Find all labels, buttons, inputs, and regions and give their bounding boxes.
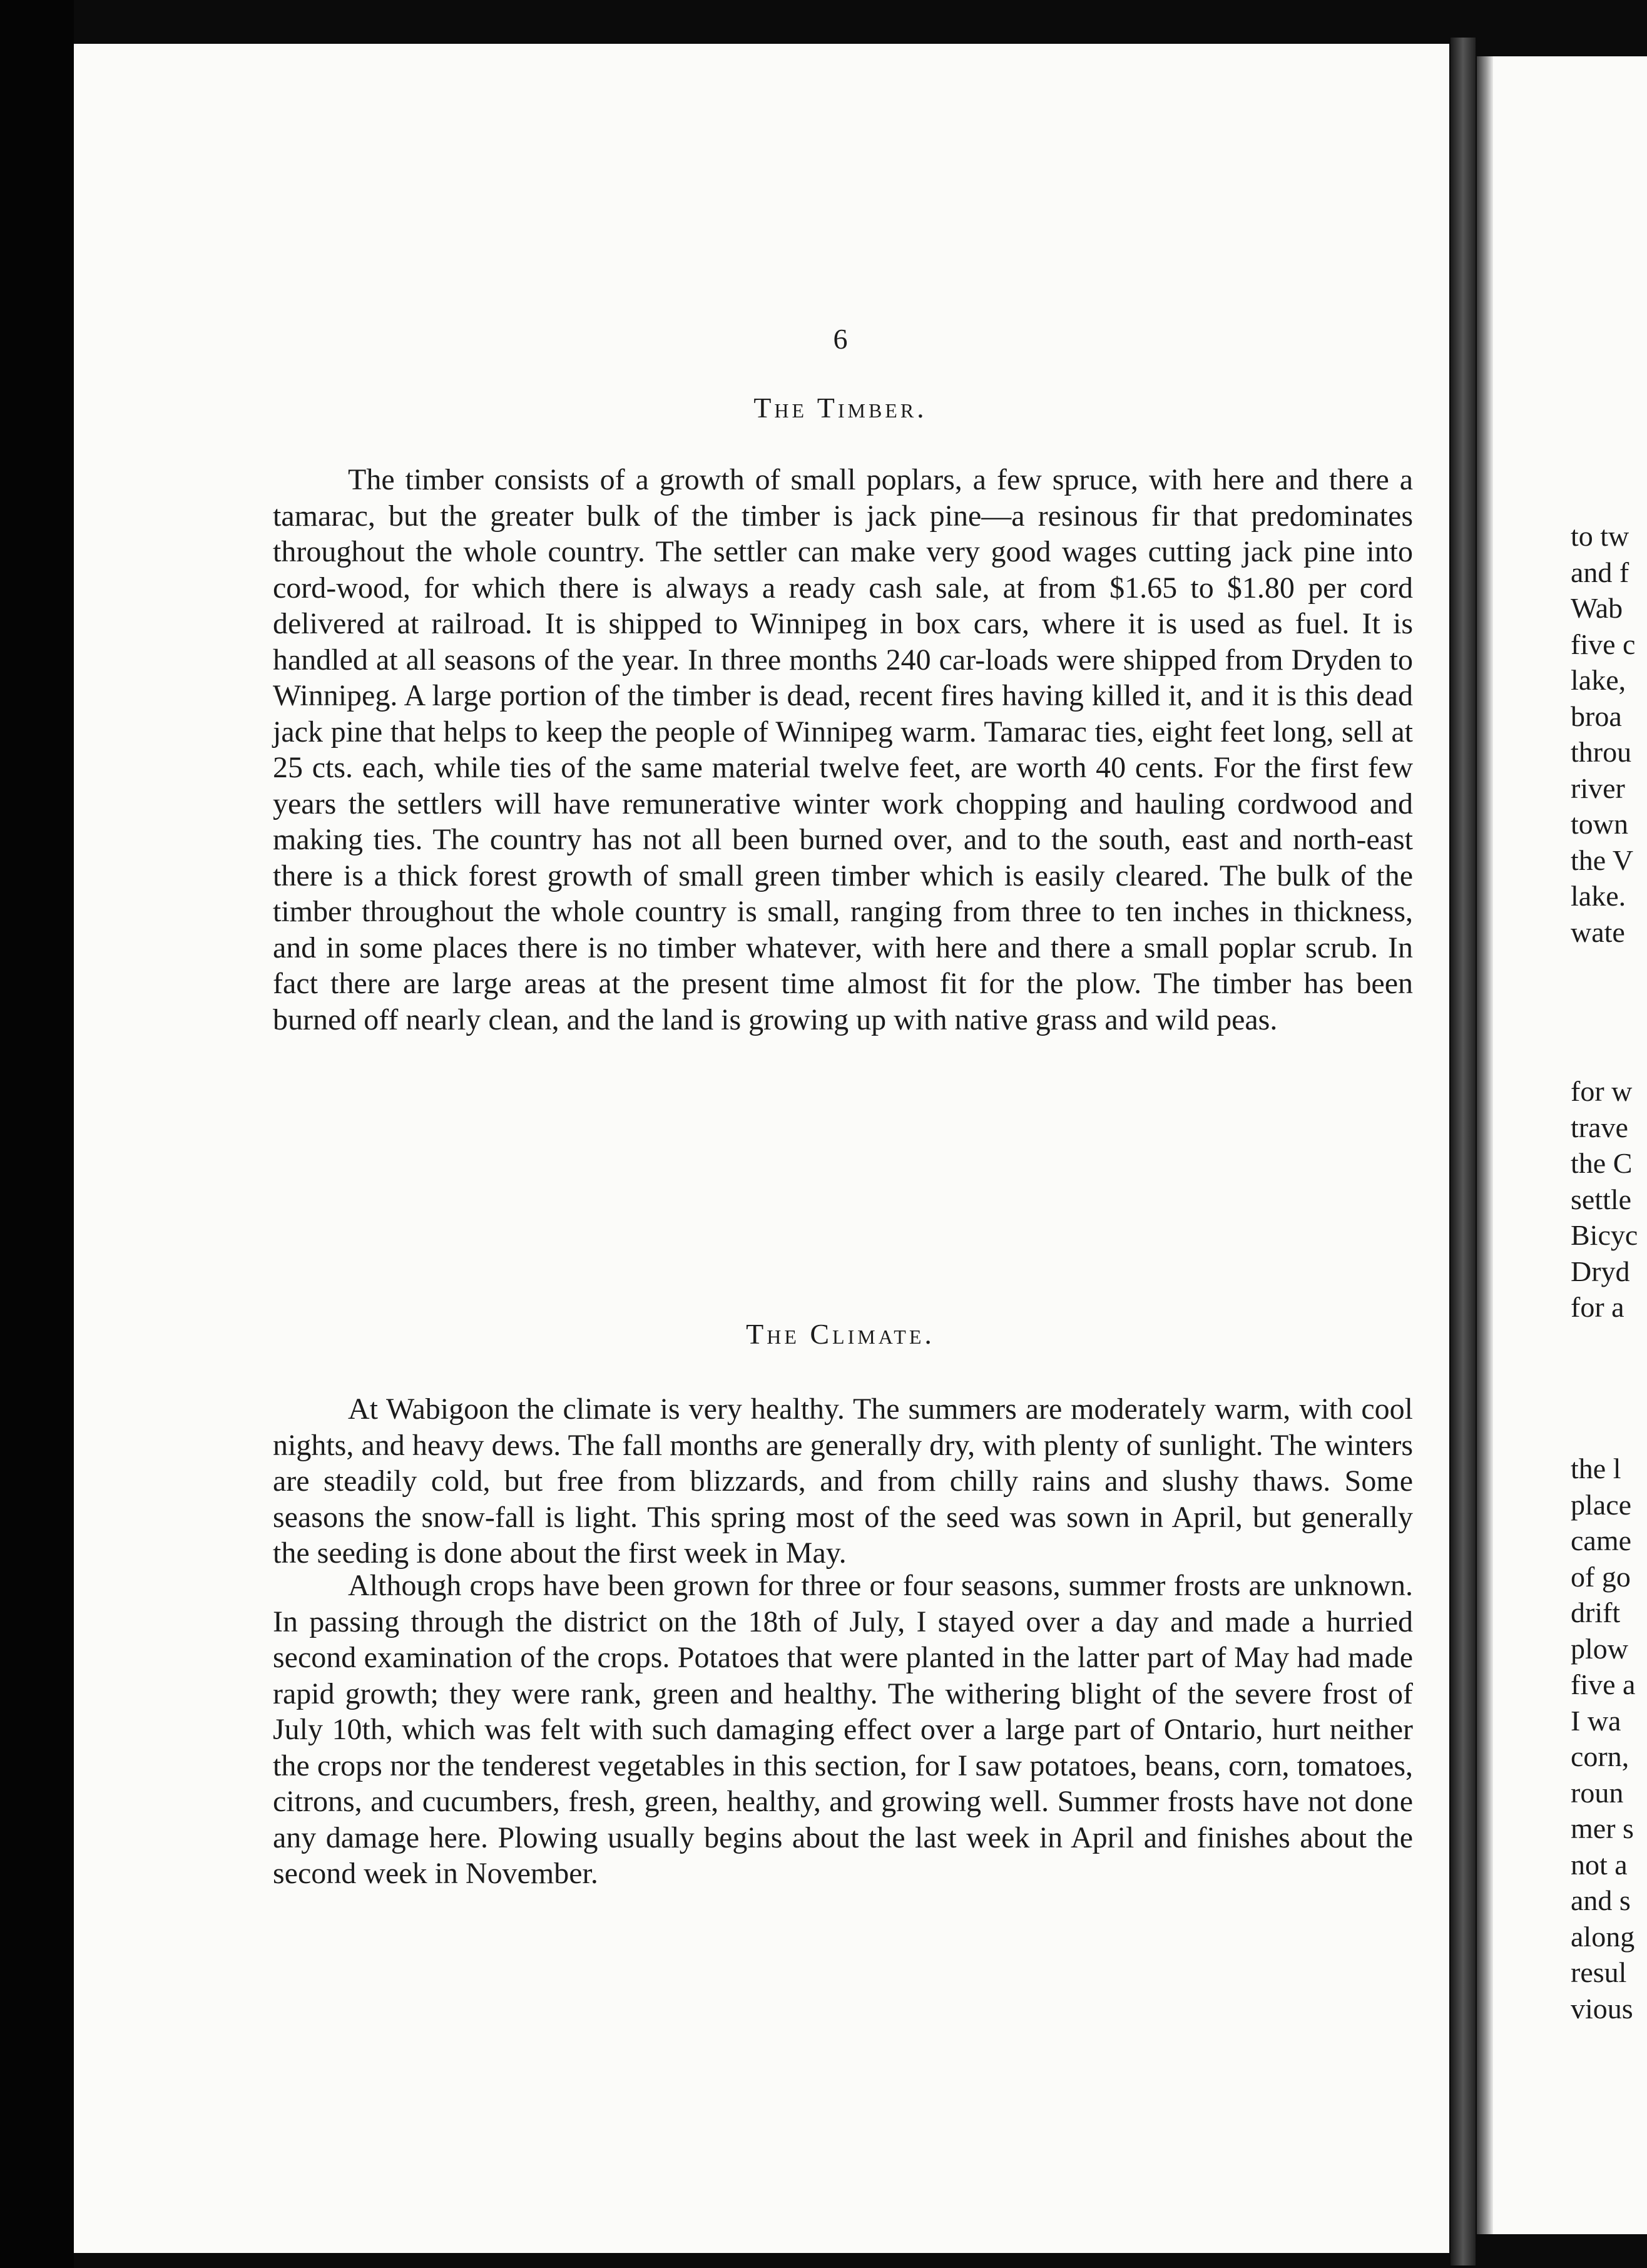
facing-page-line-fragment: of go [1571,1560,1631,1593]
facing-page-line-fragment: five a [1571,1668,1636,1700]
facing-page-line-fragment: along [1571,1920,1635,1953]
facing-page-line-fragment: five c [1571,628,1636,660]
facing-page-line-fragment: throu [1571,736,1632,768]
section-heading-timber: The Timber. [753,392,927,424]
climate-paragraph-1: At Wabigoon the climate is very healthy. The summers are moderately warm, with cool nights, and heavy dews. The fall months are generally dry, with plenty of sunlight. The winters are steadily cold, but free from blizzards, and from chilly rains and slushy thaws. Some seasons the snow-fall is light. This spring most of the seed was sown in April, but generally the seeding is done about the first week in May. [273,1392,1413,1570]
facing-page-line-fragment: plow [1571,1632,1628,1665]
facing-page-line-fragment: and s [1571,1884,1631,1916]
timber-paragraph: The timber consists of a growth of small poplars, a few spruce, with here and there a tamarac, but the greater bulk of the timber is jack pine—a resinous fir that predominates throughout the whole country. The settler can make very good wages cutting jack pine into cord-wood, for which there is always a ready cash sale, at from $1.65 to $1.80 per cord delivered at railroad. It is shipped to Winnipeg in box cars, where it is used as fuel. It is handled at all seasons of the year. In three months 240 car-loads were shipped from Dryden to Winnipeg. A large portion of the timber is dead, recent fires having killed it, and it is this dead jack pine that helps to keep the people of Winnipeg warm. Tamarac ties, eight feet long, sell at 25 cts. each, while ties of the same material twelve feet, are worth 40 cents. For the first few years the settlers will have remunerative winter work chopping and hauling cordwood and making ties. The country has not all been burned over, and to the south, east and north-east there is a thick forest growth of small green timber which is easily cleared. The bulk of the timber throughout the whole country is small, ranging from three to ten inches in thickness, and in some places there is no timber whatever, with here and there a small poplar scrub. In fact there are large areas at the present time almost fit for the plow. The timber has been burned off nearly clean, and the land is growing up with native grass and wild peas. [273,463,1413,1036]
left-page [74,44,1449,2253]
facing-page-line-fragment: resul [1571,1956,1627,1988]
climate-paragraph-2: Although crops have been grown for three or four seasons, summer frosts are unknown. In passing through the district on the 18th of July, I stayed over a day and made a hurried second examination of the crops. Potatoes that were planted in the latter part of May had made rapid growth; they were rank, green and healthy. The withering blight of the severe frost of July 10th, which was felt with such damaging effect over a large part of Ontario, hurt neither the crops nor the tenderest vegetables in this section, for I saw potatoes, beans, corn, tomatoes, citrons, and cucumbers, fresh, green, healthy, and growing well. Summer frosts have not done any damage here. Plowing usually begins about the last week in April and finishes about the second week in November. [273,1569,1413,1890]
facing-page-line-fragment: broa [1571,700,1622,732]
facing-page-shadow [1477,56,1493,2234]
facing-page-line-fragment: settle [1571,1183,1632,1215]
facing-page-line-fragment: town [1571,808,1628,840]
facing-page-edge [1477,56,1647,2234]
left-binding-shadow [0,0,74,2268]
facing-page-line-fragment: I wa [1571,1704,1621,1737]
facing-page-line-fragment: came [1571,1525,1632,1556]
facing-page-line-fragment: Bicyc [1571,1219,1638,1251]
facing-page-line-fragment: river [1571,772,1625,804]
facing-page-fragment-group-1 [1571,518,1635,950]
facing-page-line-fragment: corn, [1571,1740,1629,1772]
facing-page-line-fragment: for w [1571,1075,1633,1107]
book-gutter [1451,38,1476,2265]
facing-page-line-fragment: place [1571,1488,1632,1521]
facing-page-line-fragment: vious [1571,1992,1633,2025]
facing-page-line-fragment: the V [1571,844,1634,876]
facing-page-line-fragment: Dryd [1571,1255,1630,1287]
facing-page-line-fragment: and f [1571,556,1629,588]
facing-page-line-fragment: the l [1571,1453,1621,1484]
facing-page-line-fragment: drift [1571,1596,1621,1628]
facing-page-line-fragment: trave [1571,1111,1628,1143]
facing-page-fragment-group-3 [1571,1451,1635,2026]
facing-page-line-fragment: lake. [1571,880,1626,912]
facing-page-line-fragment: lake, [1571,664,1626,696]
page-number: 6 [833,323,848,355]
facing-page-line-fragment: the C [1571,1147,1633,1179]
facing-page-line-fragment: roun [1571,1776,1624,1809]
section-heading-climate: The Climate. [746,1318,935,1350]
facing-page-fragment-group-2 [1571,1073,1638,1326]
facing-page-line-fragment: Wab [1571,592,1623,624]
facing-page-line-fragment: for a [1571,1291,1624,1323]
facing-page-line-fragment: mer s [1571,1812,1634,1844]
facing-page-line-fragment: to tw [1571,520,1629,552]
facing-page-line-fragment: wate [1571,916,1625,948]
facing-page-line-fragment: not a [1571,1848,1628,1881]
